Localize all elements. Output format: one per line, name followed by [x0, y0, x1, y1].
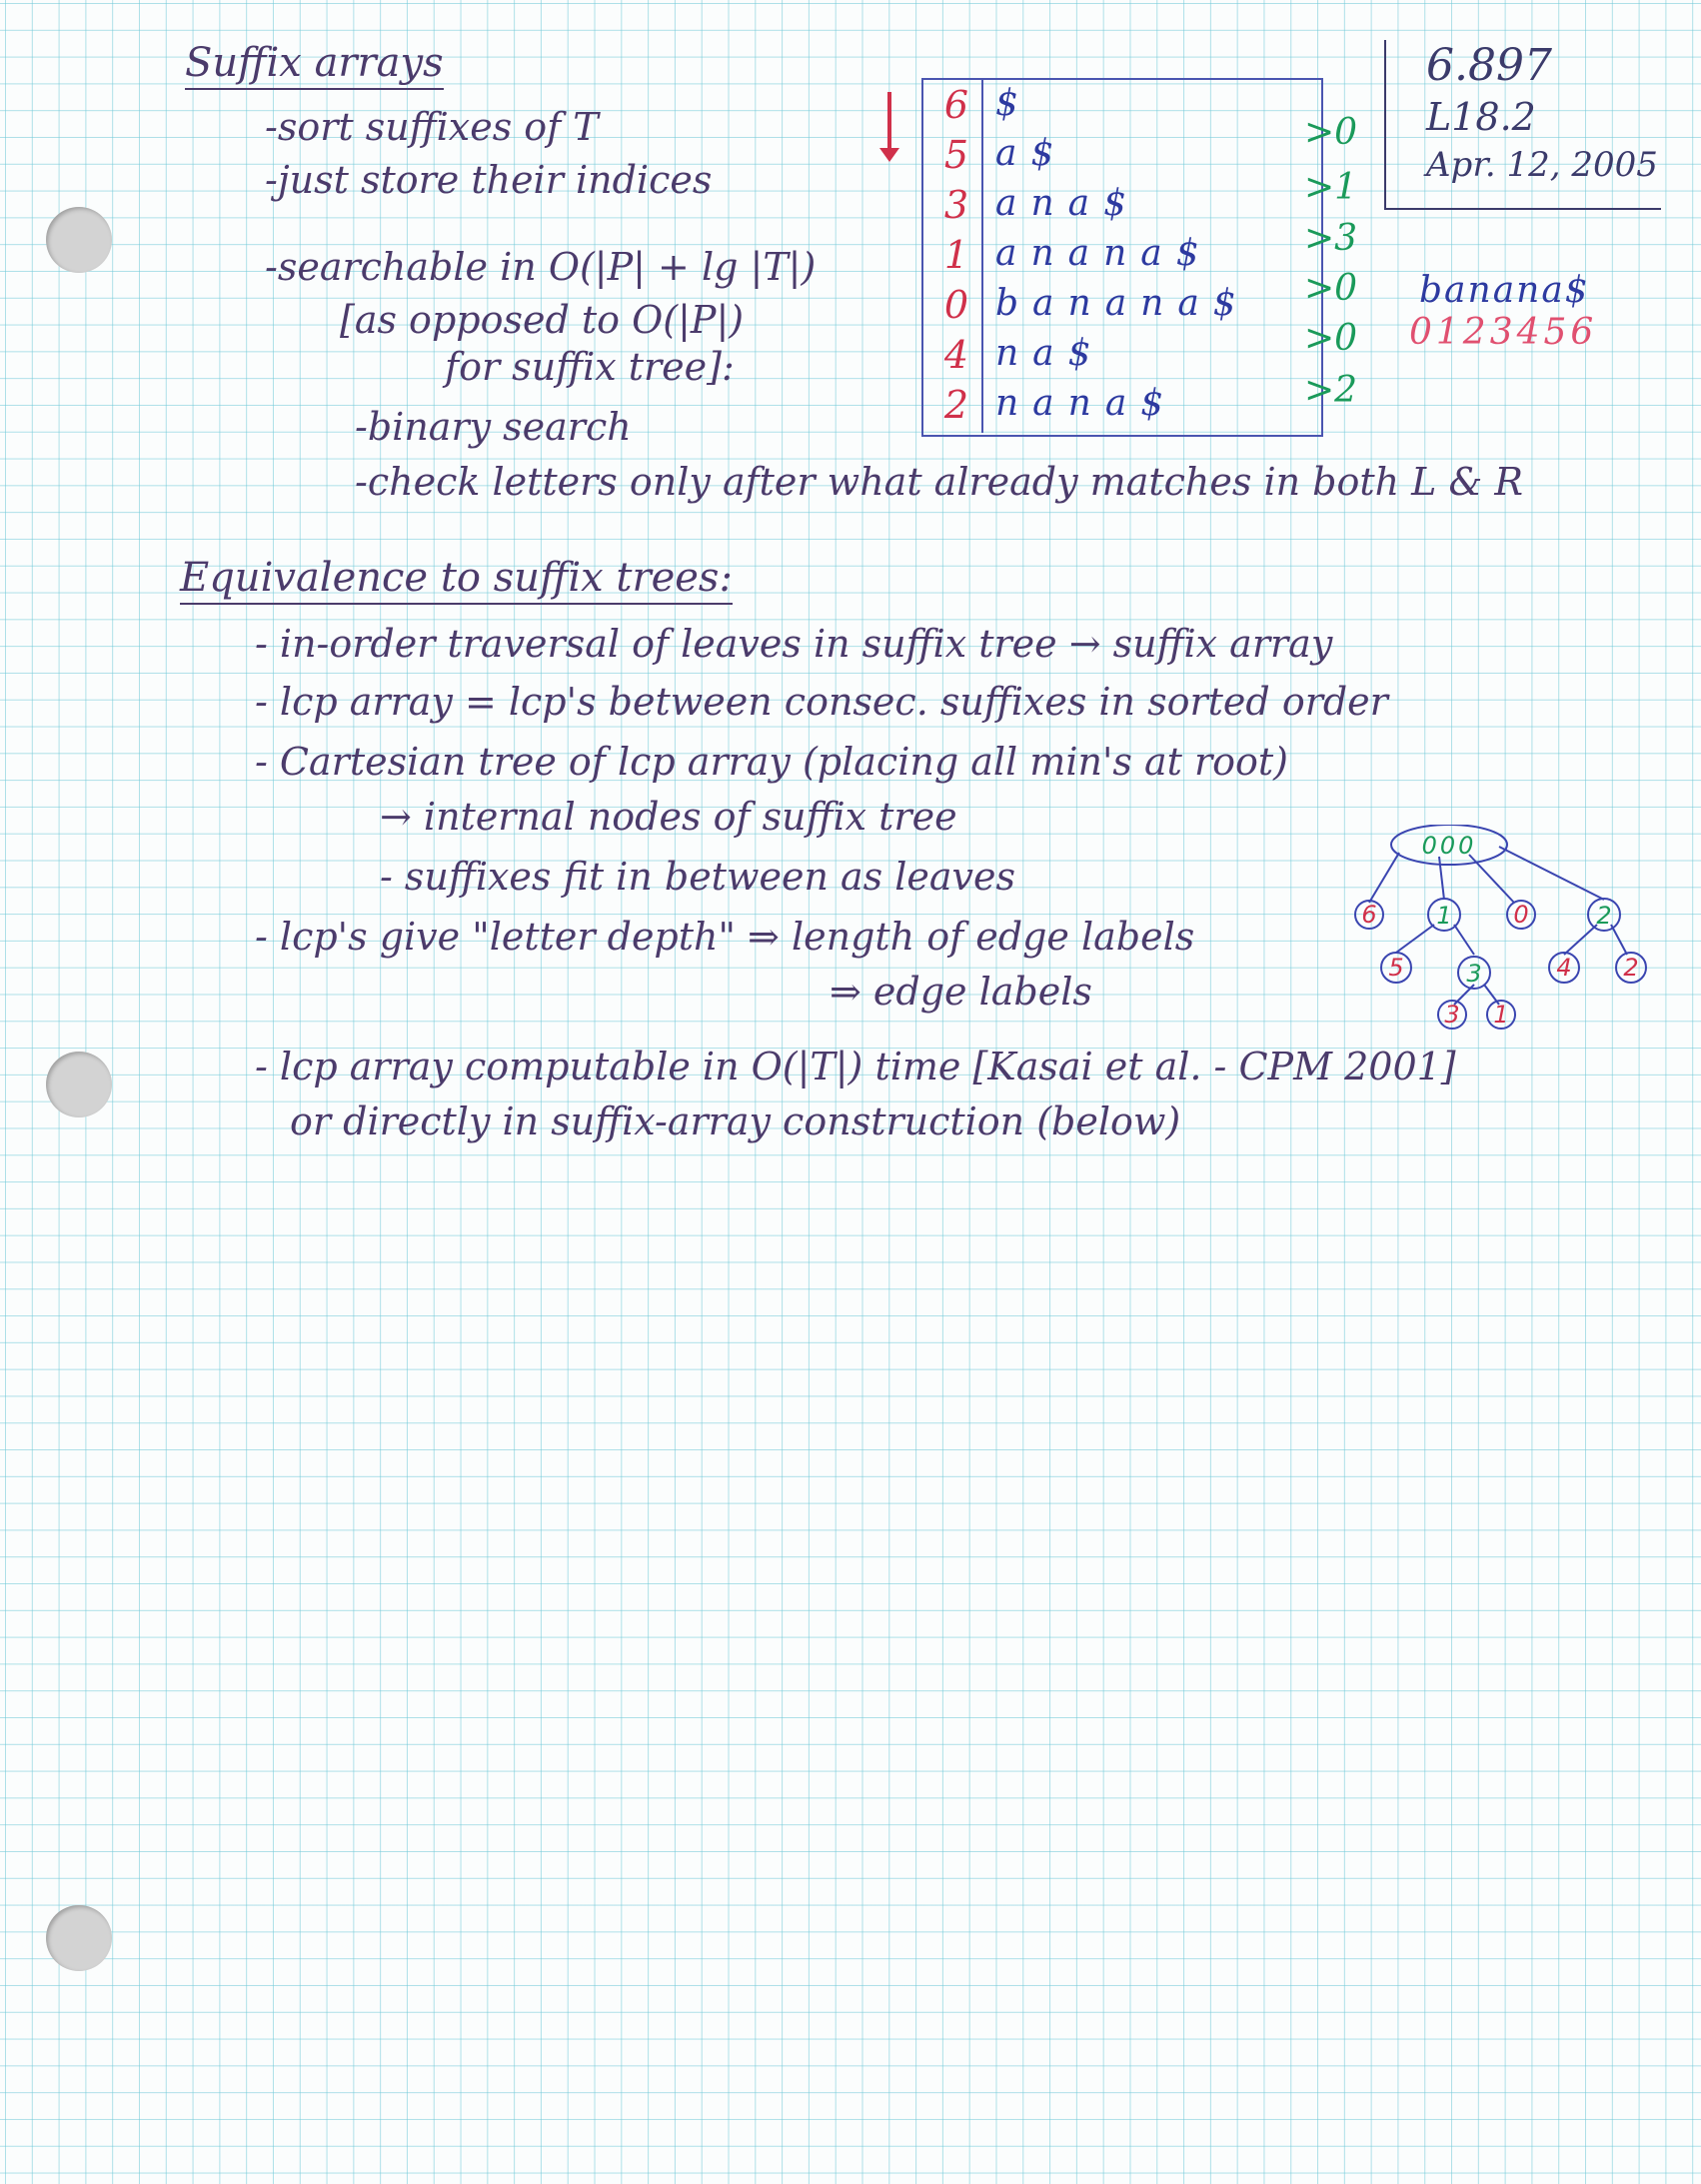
course-number: 6.897: [1426, 40, 1552, 91]
bullet-lcp-array: - lcp array = lcp's between consec. suffixes in sorted order: [255, 680, 1388, 724]
tree-node-label: 3: [1444, 1001, 1460, 1029]
suffix-text: nana$: [995, 383, 1178, 424]
note-directly-construction: or directly in suffix-array construction (below): [290, 1099, 1181, 1143]
suffix-index: 3: [943, 183, 969, 227]
tree-node-label: 5: [1388, 954, 1404, 982]
suffix-text: $: [995, 83, 1032, 124]
suffix-text: banana$: [995, 283, 1250, 324]
binder-hole-bottom: [46, 1905, 112, 1971]
lecture-number: L18.2: [1426, 95, 1536, 139]
note-as-opposed: [as opposed to O(|P|): [340, 298, 745, 342]
note-edge-labels: ⇒ edge labels: [830, 970, 1092, 1014]
suffix-index: 4: [943, 333, 969, 377]
tree-node-label: 1: [1436, 902, 1452, 930]
binder-hole-middle: [46, 1052, 112, 1117]
cartesian-tree-diagram: [1339, 825, 1679, 1030]
suffix-text: ana$: [995, 183, 1141, 224]
suffix-text: na$: [995, 333, 1105, 374]
tree-node-label: 3: [1466, 960, 1482, 988]
example-positions: 0123456: [1409, 312, 1598, 353]
suffix-text: anana$: [995, 233, 1213, 274]
tree-node-label: 6: [1361, 901, 1377, 929]
tree-node-label: 2: [1623, 954, 1639, 982]
suffix-index: 0: [943, 283, 969, 327]
tree-node-label: 1: [1493, 1001, 1509, 1029]
suffix-index: 6: [943, 83, 969, 127]
tree-node-label: 2: [1596, 902, 1612, 930]
tree-node-label: 4: [1556, 954, 1572, 982]
suffix-text: a$: [995, 133, 1068, 174]
lcp-value: >1: [1304, 167, 1358, 208]
suffix-index: 1: [943, 233, 969, 277]
lcp-value: >2: [1304, 370, 1358, 411]
header-block: [1384, 40, 1661, 210]
note-suffix-tree: for suffix tree]:: [445, 345, 735, 389]
suffix-index-column: [921, 78, 983, 433]
bullet-lcp-computable: - lcp array computable in O(|T|) time [Kasai et al. - CPM 2001]: [255, 1045, 1456, 1089]
down-arrow-icon: [887, 92, 891, 152]
tree-node-label: 0: [1513, 901, 1529, 929]
note-suffixes-leaves: - suffixes fit in between as leaves: [380, 855, 1015, 899]
lcp-value: >0: [1304, 318, 1358, 359]
lecture-date: Apr. 12, 2005: [1426, 145, 1658, 185]
bullet-searchable: -searchable in O(|P| + lg |T|): [265, 245, 817, 289]
bullet-sort-suffixes: -sort suffixes of T: [265, 105, 599, 149]
bullet-inorder-traversal: - in-order traversal of leaves in suffix tree → suffix array: [255, 622, 1333, 666]
note-internal-nodes: → internal nodes of suffix tree: [380, 795, 957, 839]
suffix-index: 2: [943, 383, 969, 427]
bullet-check-letters: -check letters only after what already matches in both L & R: [355, 460, 1524, 504]
example-string: banana$: [1419, 270, 1590, 311]
bullet-store-indices: -just store their indices: [265, 158, 713, 202]
suffix-index: 5: [943, 133, 969, 177]
binder-hole-top: [46, 207, 112, 273]
bullet-cartesian-tree: - Cartesian tree of lcp array (placing all min's at root): [255, 740, 1288, 784]
bullet-letter-depth: - lcp's give "letter depth" ⇒ length of edge labels: [255, 915, 1195, 959]
lcp-value: >0: [1304, 112, 1358, 153]
lcp-value: >0: [1304, 268, 1358, 309]
tree-root-label: 000: [1421, 832, 1477, 860]
section-title-suffix-arrays: Suffix arrays: [185, 40, 444, 90]
bullet-binary-search: -binary search: [355, 405, 632, 449]
lcp-value: >3: [1304, 218, 1358, 259]
section-title-equivalence: Equivalence to suffix trees:: [180, 555, 733, 605]
